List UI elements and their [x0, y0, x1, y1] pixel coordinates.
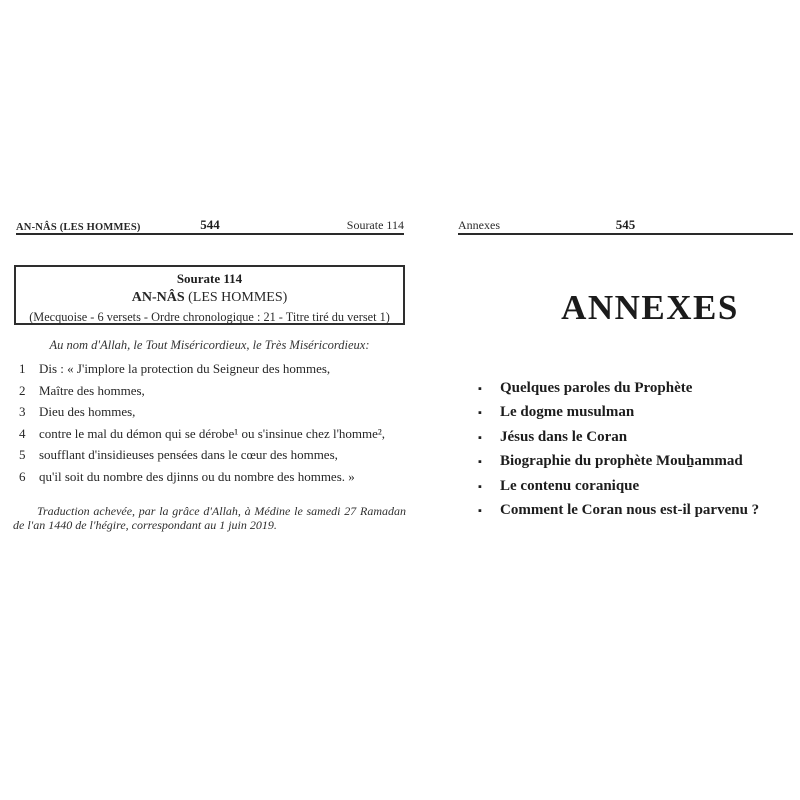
surah-title-box	[14, 265, 405, 325]
square-bullet-icon: ▪	[478, 504, 482, 517]
verse-number: 4	[19, 425, 26, 441]
verse-number: 1	[19, 361, 26, 376]
right-header-page-number: 545	[615, 217, 636, 232]
verse-text: Dieu des hommes,	[39, 404, 136, 420]
verse-number: 2	[19, 382, 26, 398]
verse-text: Dis : « J'implore la protection du Seigneur des hommes,	[39, 361, 331, 376]
annexes-list	[478, 381, 788, 527]
verse-number: 3	[19, 404, 26, 420]
verse-row	[19, 448, 407, 462]
right-header-section: Annexes	[458, 218, 500, 232]
list-item-label: Comment le Coran nous est-il parvenu ?	[500, 501, 760, 518]
list-item-label: Jésus dans le Coran	[500, 428, 628, 445]
square-bullet-icon: ▪	[478, 383, 482, 395]
verse-text: contre le mal du démon qui se dérobe¹ ou s'insinue chez l'homme²,	[39, 425, 386, 441]
verse-text: soufflant d'insidieuses pensées dans le cœur des hommes,	[39, 447, 338, 463]
verse-row	[19, 470, 407, 484]
verses-block	[19, 362, 407, 492]
list-item-label: Quelques paroles du Prophète	[500, 380, 693, 396]
left-page-header	[16, 218, 404, 235]
verse-text: Maître des hommes,	[39, 382, 145, 398]
surah-name-arabic: AN-NÂS	[131, 290, 185, 305]
right-page-header	[458, 218, 793, 235]
annexes-title: ANNEXES	[561, 288, 739, 327]
list-item	[478, 430, 788, 445]
list-item	[478, 479, 788, 494]
square-bullet-icon: ▪	[478, 480, 482, 493]
verse-number: 5	[19, 447, 26, 463]
left-header-surah-ref: Sourate 114	[346, 218, 404, 232]
list-item	[478, 454, 788, 469]
square-bullet-icon: ▪	[478, 407, 482, 420]
verse-row	[19, 427, 407, 441]
list-item	[478, 381, 788, 396]
translation-colophon: Traduction achevée, par la grâce d'Allah, à Médine le samedi 27 Ramadan de l'an 1440 de l'hégire, correspondant au 1 juin 2019.	[13, 504, 406, 532]
list-item-label: Le dogme musulman	[500, 404, 635, 421]
verse-text: qu'il soit du nombre des djinns ou du nombre des hommes. »	[39, 468, 355, 484]
surah-number-line: Sourate 114	[176, 271, 243, 286]
list-item-label: Biographie du prophète Mouẖammad	[500, 453, 743, 470]
basmala-line: Au nom d'Allah, le Tout Miséricordieux, le Très Miséricordieux:	[49, 338, 370, 352]
surah-name-line	[16, 288, 403, 308]
verse-row	[19, 362, 407, 376]
square-bullet-icon: ▪	[478, 431, 482, 444]
square-bullet-icon: ▪	[478, 456, 482, 469]
left-header-page-number: 544	[200, 217, 220, 232]
list-item	[478, 405, 788, 420]
list-item	[478, 503, 788, 518]
verse-row	[19, 405, 407, 419]
verse-number: 6	[19, 468, 26, 484]
left-header-surah-name: AN-NÂS (LES HOMMES)	[16, 222, 141, 233]
verse-row	[19, 384, 407, 398]
surah-name-french: (LES HOMMES)	[184, 290, 288, 305]
surah-meta-line: (Mecquoise - 6 versets - Ordre chronologique : 21 - Titre tiré du verset 1)	[29, 310, 390, 324]
list-item-label: Le contenu coranique	[500, 477, 640, 494]
